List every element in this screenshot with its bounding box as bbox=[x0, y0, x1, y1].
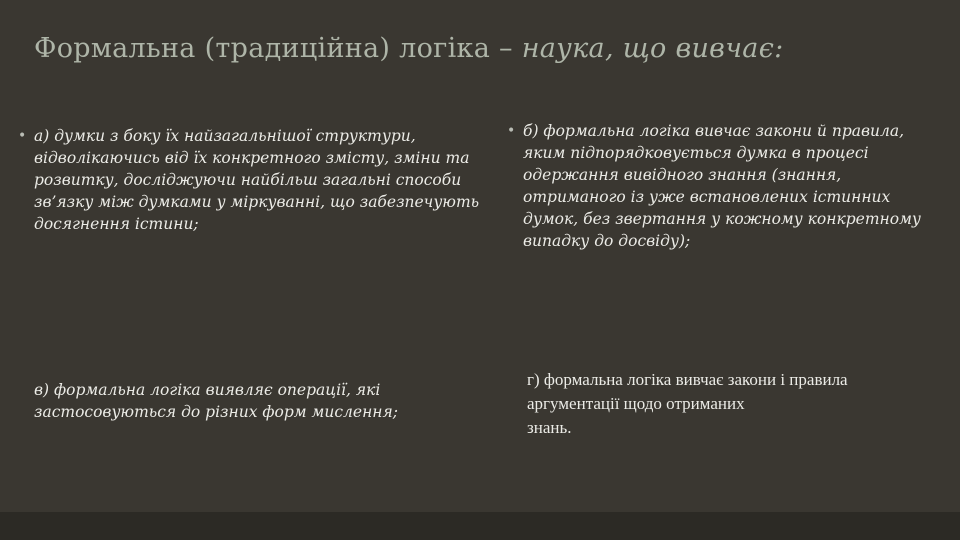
slide-title-lead: Формальна (традиційна) логіка – bbox=[34, 33, 522, 64]
slide-title bbox=[34, 30, 914, 68]
point-b: • б) формальна логіка вивчає закони й правила, яким підпорядковується думка в процесі одержання вивідного знання (знання, отриманого із уже встановлених істинних думок, без звертання у кожному конкретному випадку до досвіду); bbox=[523, 120, 943, 252]
point-d: г) формальна логіка вивчає закони і правила аргументації щодо отриманих знань. bbox=[527, 370, 848, 437]
point-c: в) формальна логіка виявляє операції, які застосовуються до різних форм мислення; bbox=[34, 381, 398, 421]
point-a: • а) думки з боку їх найзагальнішої структури, відволікаючись від їх конкретного змісту, зміни та розвитку, досліджуючи найбільш загальні способи зв’язку між думками у міркуванні, що забезпечують досягнення істини; bbox=[34, 125, 494, 235]
slide-title-emphasis: наука, що вивчає: bbox=[521, 33, 784, 64]
bottom-band bbox=[0, 512, 960, 540]
